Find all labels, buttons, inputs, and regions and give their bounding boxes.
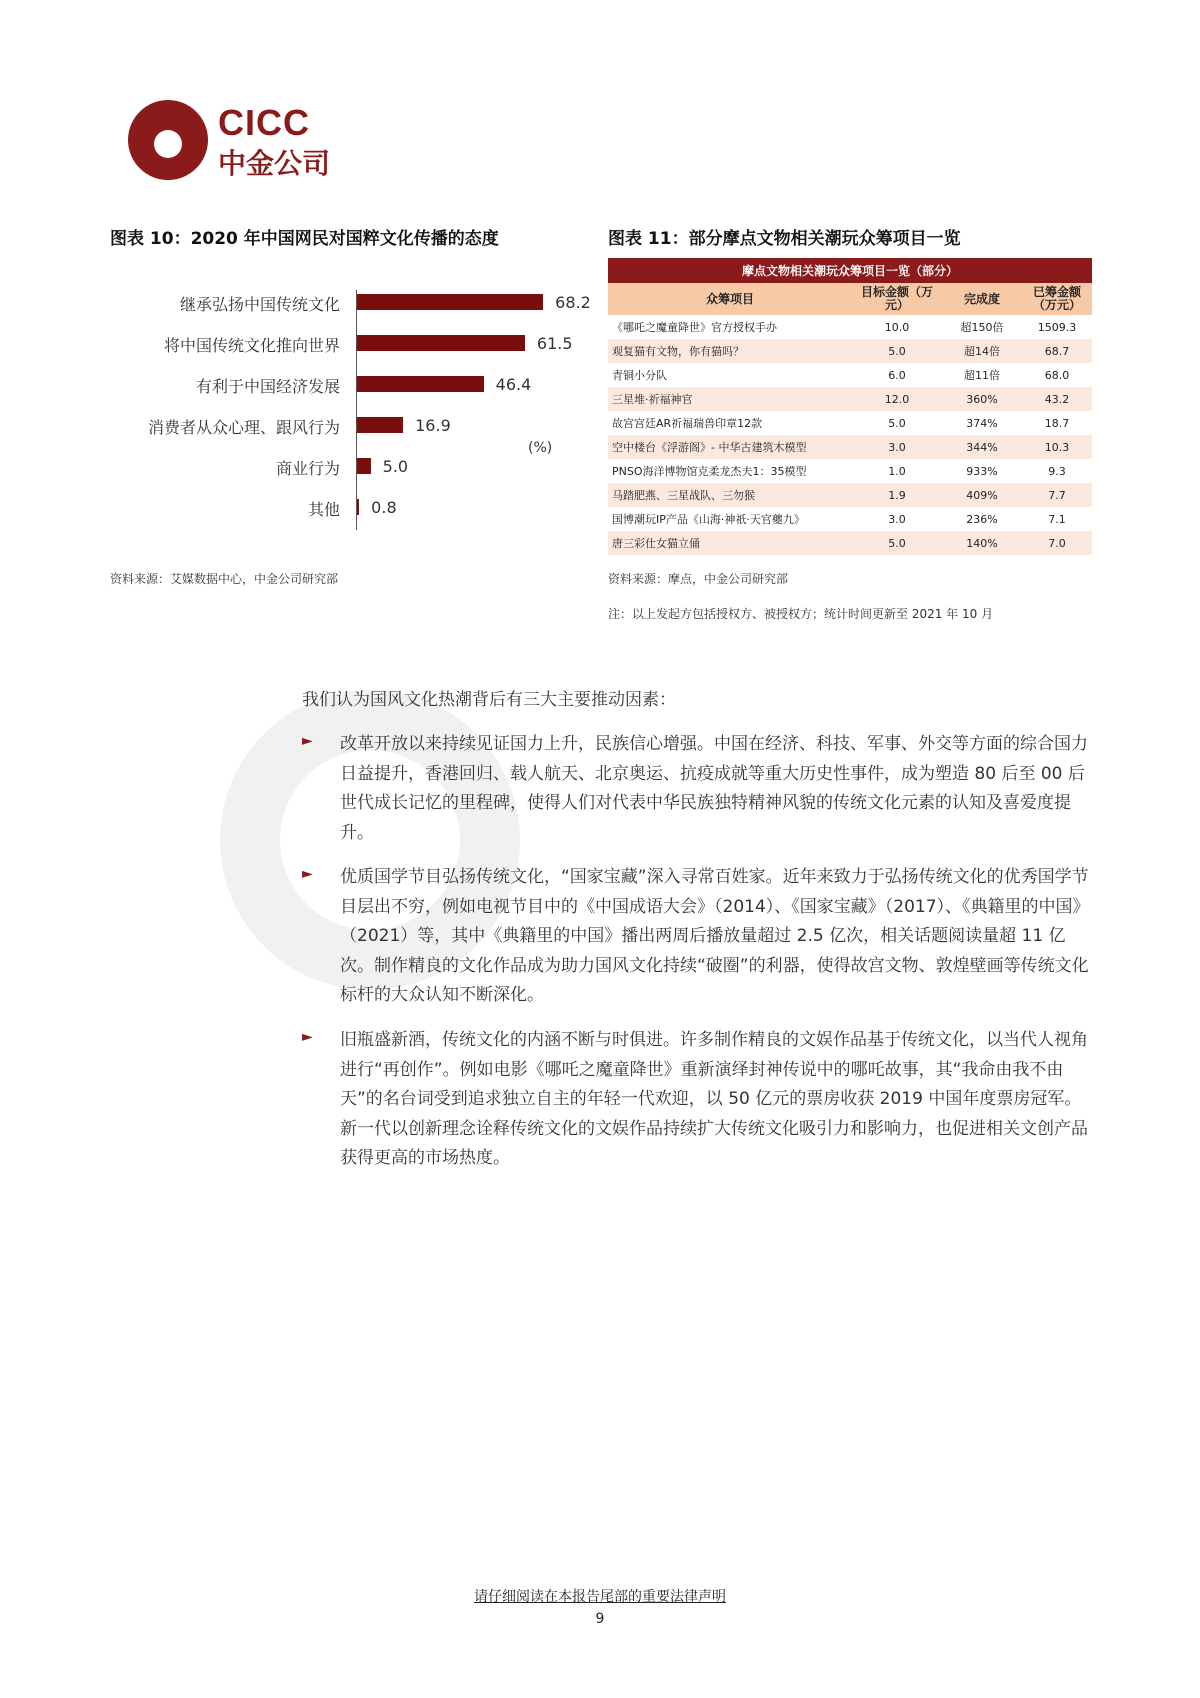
table-cell: 《哪吒之魔童降世》官方授权手办 bbox=[612, 321, 777, 334]
table-cell: 国博潮玩IP产品《山海·神祇·天官夔九》 bbox=[612, 513, 805, 526]
table-row bbox=[608, 459, 1092, 483]
table-row bbox=[608, 339, 1092, 363]
table-row bbox=[608, 363, 1092, 387]
body-paragraph: 旧瓶盛新酒，传统文化的内涵不断与时俱进。许多制作精良的文娱作品基于传统文化，以当代人视角进行“再创作”。例如电影《哪吒之魔童降世》重新演绎封神传说中的哪吒故事，其“我命由我不由天”的名台词受到追求独立自主的年轻一代欢迎，以 50 亿元的票房收获 2019 中国年度票房冠军。新一代以创新理念诠释传统文化的文娱作品持续扩大传统文化吸引力和影响力，也促进相关文创产品获得更高的市场热度。 bbox=[340, 1030, 1088, 1168]
table-cell: 236% bbox=[966, 512, 998, 526]
bar-value-label: 5.0 bbox=[382, 457, 409, 476]
figure10-title: 图表 10：2020 年中国网民对国粹文化传播的态度 bbox=[110, 229, 499, 249]
table-cell: 5.0 bbox=[888, 416, 906, 430]
table-cell: 7.1 bbox=[1048, 512, 1066, 526]
table-row bbox=[608, 531, 1092, 555]
bar bbox=[357, 376, 484, 392]
bar-value-label: 61.5 bbox=[536, 334, 573, 353]
figure11-note: 注：以上发起方包括授权方、被授权方；统计时间更新至 2021 年 10 月 bbox=[608, 607, 994, 621]
table-cell: 933% bbox=[966, 464, 998, 478]
bar-label: 消费者从众心理、跟风行为 bbox=[147, 418, 340, 437]
table-cell: 超14倍 bbox=[942, 339, 1022, 363]
table-cell: 10.0 bbox=[884, 320, 910, 334]
col-header: 目标金额（万元） bbox=[852, 283, 942, 315]
table-cell: 68.0 bbox=[1044, 368, 1070, 382]
unit-label: (%) bbox=[528, 440, 553, 456]
table-cell: 5.0 bbox=[852, 339, 942, 363]
table-cell: 三星堆·祈福神官 bbox=[608, 387, 852, 411]
table-cell: 3.0 bbox=[852, 435, 942, 459]
table-cell: 18.7 bbox=[1044, 416, 1070, 430]
bullet-icon: ► bbox=[302, 1029, 313, 1045]
table-cell: 观复猫有文物，你有猫吗？ bbox=[608, 339, 852, 363]
table-cell: 10.3 bbox=[1022, 435, 1092, 459]
table-cell: 1509.3 bbox=[1037, 320, 1077, 334]
table-cell: 超11倍 bbox=[964, 369, 1000, 382]
bar-label: 继承弘扬中国传统文化 bbox=[179, 295, 340, 314]
table-cell: 6.0 bbox=[888, 368, 906, 382]
crowdfunding-table bbox=[608, 258, 1092, 555]
table-cell: 1.9 bbox=[852, 483, 942, 507]
bar-label: 将中国传统文化推向世界 bbox=[163, 336, 340, 355]
table-cell: 青铜小分队 bbox=[612, 369, 667, 382]
table-cell: 3.0 bbox=[888, 512, 906, 526]
bullet-icon: ► bbox=[302, 866, 313, 882]
table-cell: 7.0 bbox=[1022, 531, 1092, 555]
table-cell: 空中楼台《浮游阁》- 中华古建筑木模型 bbox=[608, 435, 852, 459]
table-cell: PNSO海洋博物馆克柔龙杰夫1：35模型 bbox=[612, 465, 807, 478]
table-row bbox=[608, 507, 1092, 531]
table-cell: 故宫宫廷AR祈福瑞兽印章12款 bbox=[612, 417, 763, 430]
cicc-logo bbox=[128, 100, 368, 182]
legal-disclaimer-link[interactable]: 请仔细阅读在本报告尾部的重要法律声明 bbox=[474, 1589, 726, 1605]
table-cell: 374% bbox=[966, 416, 998, 430]
table-cell: 7.7 bbox=[1022, 483, 1092, 507]
table-row bbox=[608, 411, 1092, 435]
table-row bbox=[608, 435, 1092, 459]
table-cell: 409% bbox=[942, 483, 1022, 507]
table-cell: 344% bbox=[942, 435, 1022, 459]
bar-label: 有利于中国经济发展 bbox=[195, 377, 340, 396]
chart-axis bbox=[356, 290, 357, 530]
col-header: 众筹项目 bbox=[608, 283, 852, 315]
body-intro: 我们认为国风文化热潮背后有三大主要推动因素： bbox=[302, 690, 676, 710]
table-row bbox=[608, 387, 1092, 411]
bar-value-label: 68.2 bbox=[555, 293, 591, 312]
table-cell: 43.2 bbox=[1022, 387, 1092, 411]
table-cell: 12.0 bbox=[852, 387, 942, 411]
body-paragraph: 改革开放以来持续见证国力上升，民族信心增强。中国在经济、科技、军事、外交等方面的综合国力日益提升，香港回归、载人航天、北京奥运、抗疫成就等重大历史性事件，成为塑造 80 后至 00 后世代成长记忆的里程碑，使得人们对代表中华民族独特精神风貌的传统文化元素的认知及喜爱度提升。 bbox=[340, 734, 1088, 843]
table-cell: 唐三彩仕女猫立俑 bbox=[608, 531, 852, 555]
table-caption: 摩点文物相关潮玩众筹项目一览（部分） bbox=[608, 258, 1092, 283]
bar-label: 其他 bbox=[307, 500, 340, 519]
page-number: 9 bbox=[595, 1611, 605, 1627]
bar-value-label: 16.9 bbox=[415, 416, 451, 435]
logo-zh: 中金公司 bbox=[218, 147, 331, 180]
table-row bbox=[608, 483, 1092, 507]
table-cell: 140% bbox=[942, 531, 1022, 555]
bar-value-label: 0.8 bbox=[371, 498, 397, 517]
table-cell: 1.0 bbox=[888, 464, 906, 478]
table-row bbox=[608, 315, 1092, 339]
bar-value-label: 46.4 bbox=[495, 375, 532, 394]
logo-mark-icon bbox=[128, 100, 208, 180]
figure11-title: 图表 11：部分摩点文物相关潮玩众筹项目一览 bbox=[608, 229, 961, 249]
figure10-source: 资料来源：艾媒数据中心，中金公司研究部 bbox=[110, 572, 339, 586]
table-cell: 马踏肥燕、三星战队、三勿猴 bbox=[608, 483, 852, 507]
body-paragraph: 优质国学节目弘扬传统文化，“国家宝藏”深入寻常百姓家。近年来致力于弘扬传统文化的优秀国学节目层出不穷，例如电视节目中的《中国成语大会》（2014）、《国家宝藏》（2017）、《典籍里的中国》（2021）等，其中《典籍里的中国》播出两周后播放量超过 2.5 亿次，相关话题阅读量超 11 亿次。制作精良的文化作品成为助力国风文化持续“破圈”的利器，使得故宫文物、敦煌壁画等传统文化标杆的大众认知不断深化。 bbox=[340, 867, 1090, 1005]
bar-label: 商业行为 bbox=[275, 459, 340, 478]
bar bbox=[357, 335, 525, 351]
table-cell: 360% bbox=[942, 387, 1022, 411]
table-cell: 5.0 bbox=[852, 531, 942, 555]
table-cell: 68.7 bbox=[1022, 339, 1092, 363]
col-header: 已筹金额（万元） bbox=[1022, 283, 1092, 315]
bar bbox=[357, 294, 543, 310]
bar bbox=[357, 417, 403, 433]
bar bbox=[357, 458, 371, 474]
bullet-icon: ► bbox=[302, 733, 313, 749]
table-cell: 超150倍 bbox=[960, 321, 1004, 334]
col-header: 完成度 bbox=[942, 283, 1022, 315]
bar bbox=[357, 499, 359, 515]
figure11-source: 资料来源：摩点，中金公司研究部 bbox=[608, 572, 789, 586]
table-cell: 9.3 bbox=[1048, 464, 1066, 478]
logo-en: CICC bbox=[218, 102, 310, 143]
